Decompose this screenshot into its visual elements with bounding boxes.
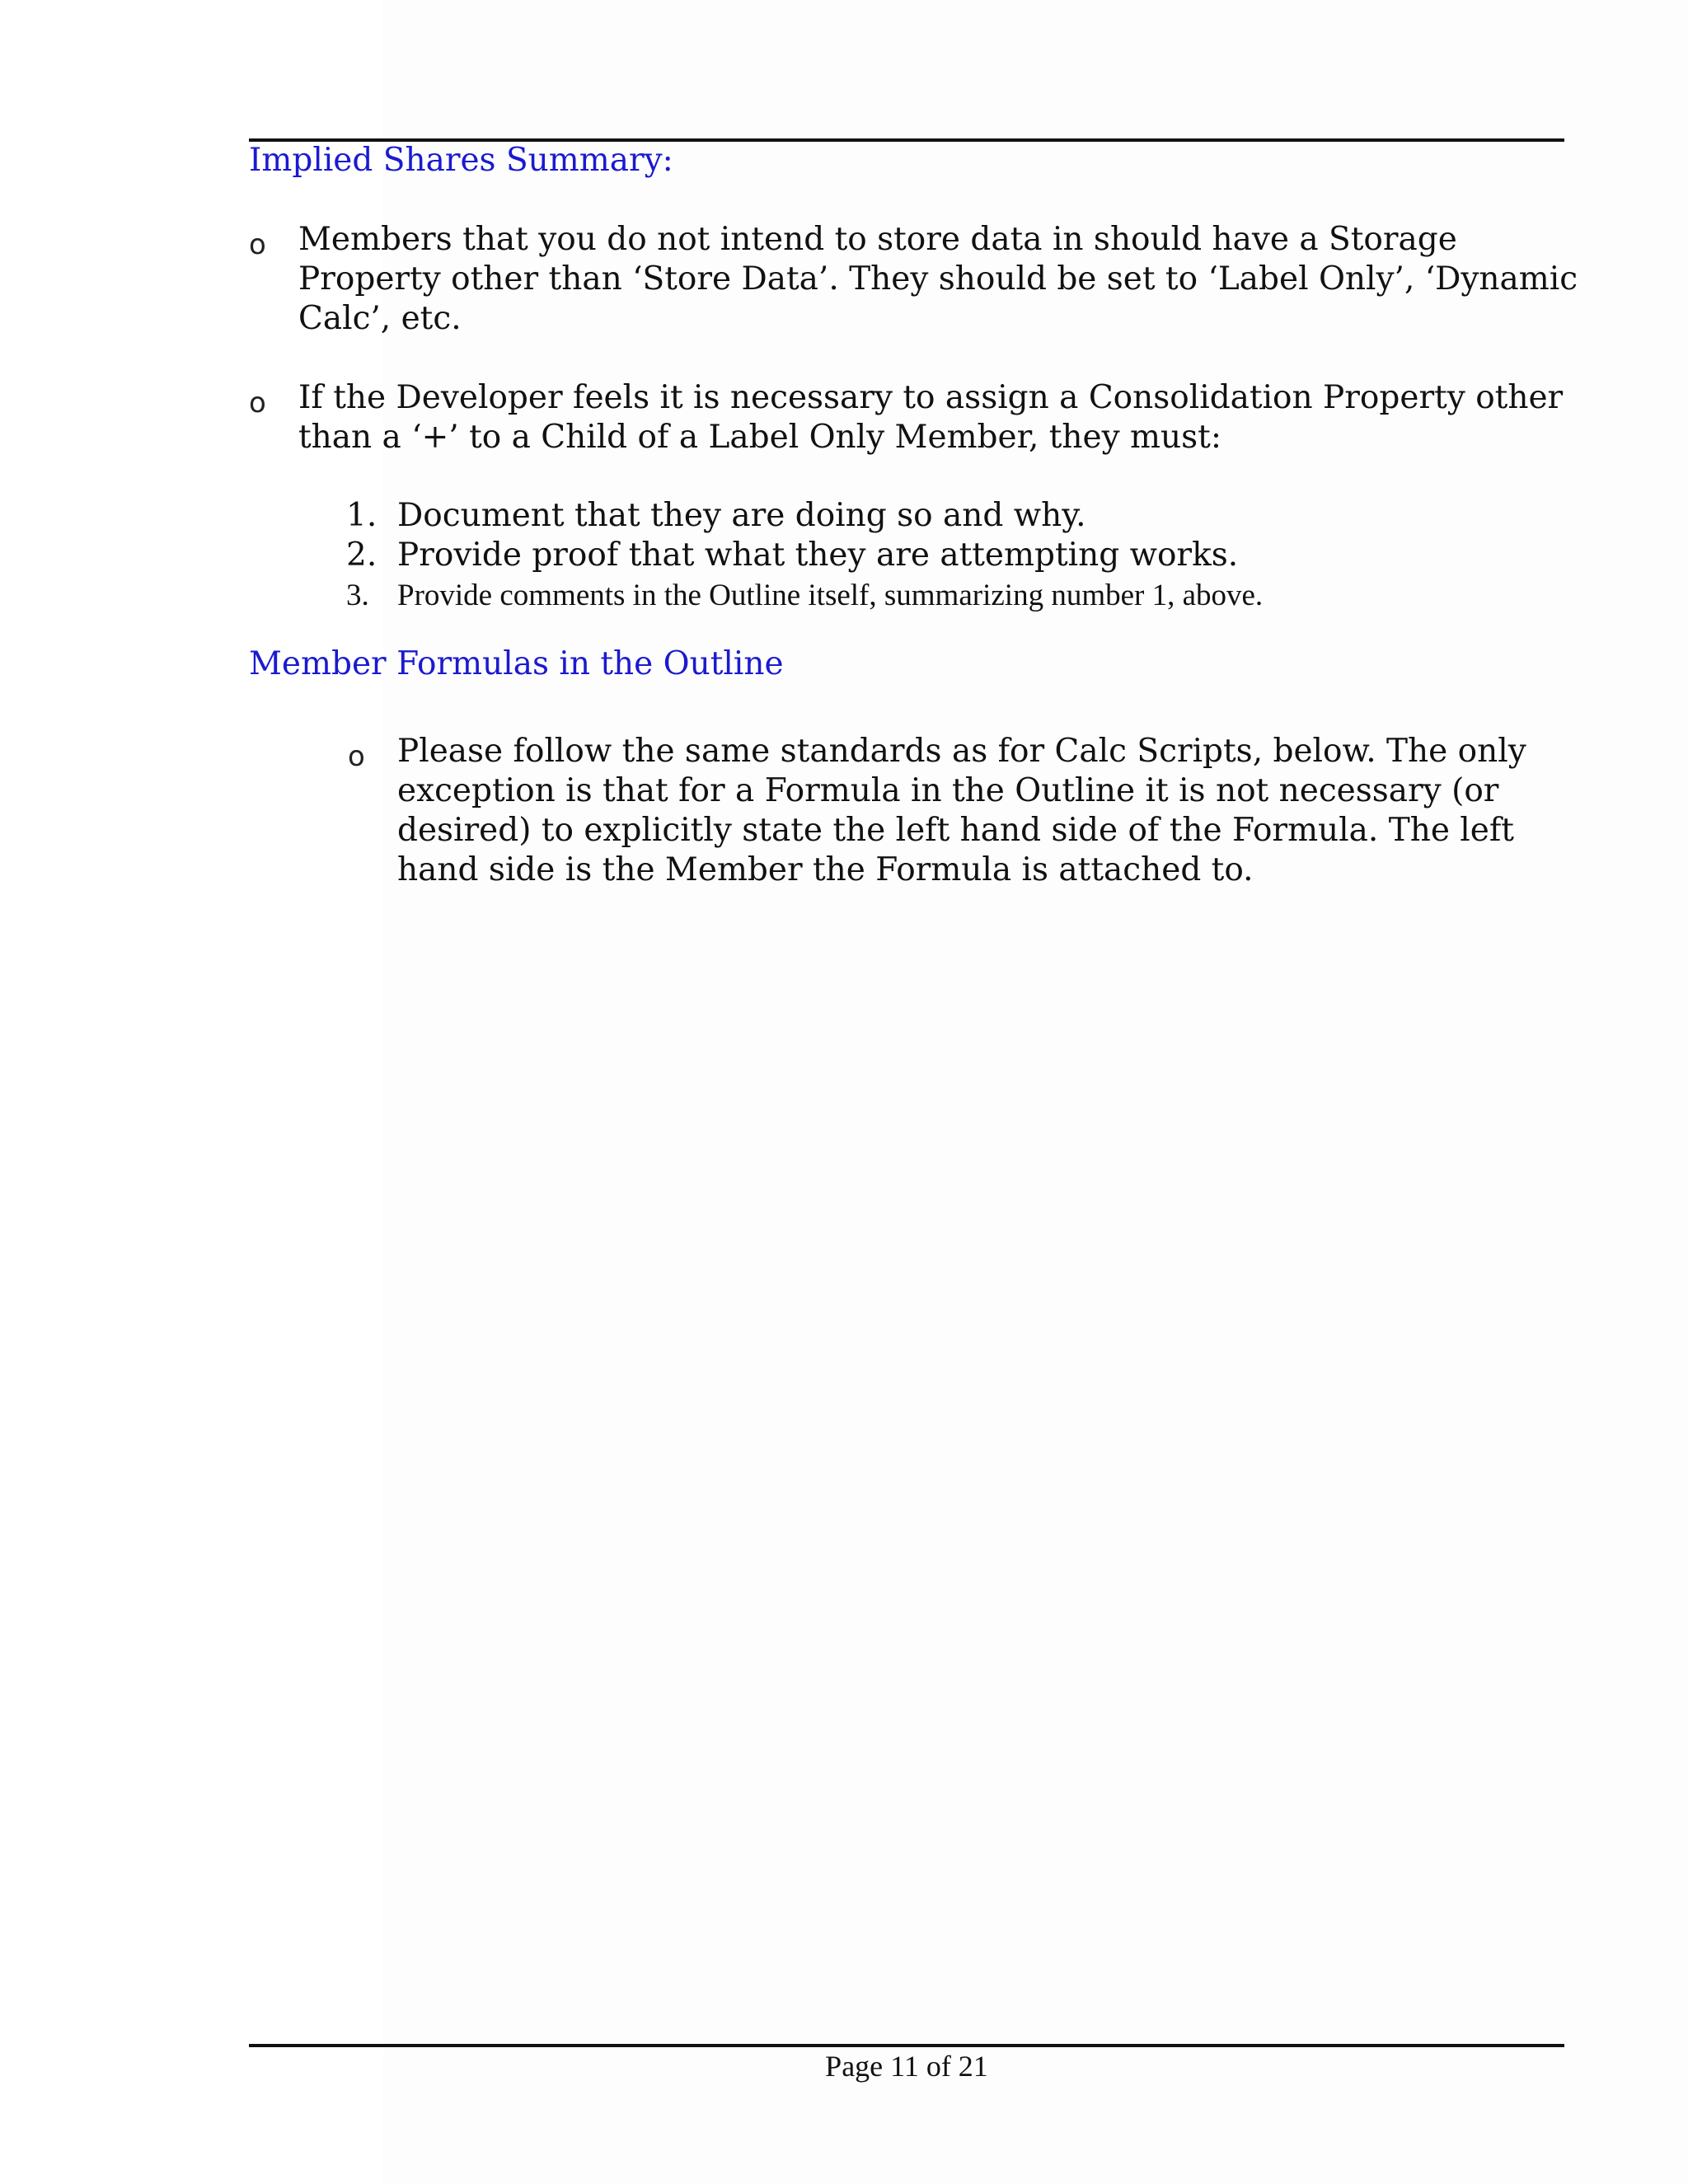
paragraph-line: If the Developer feels it is necessary to assign a Consolidation Property other	[298, 379, 1564, 416]
paragraph-line: hand side is the Member the Formula is attached to.	[397, 851, 1254, 888]
paragraph-line: Property other than ‘Store Data’. They should be set to ‘Label Only’, ‘Dynamic	[298, 260, 1578, 298]
bullet-marker: o	[348, 740, 365, 773]
item-text: Provide proof that what they are attempting works.	[397, 537, 1239, 574]
section-heading-implied-shares: Implied Shares Summary:	[249, 142, 673, 179]
bullet-paragraph-consolidation-property	[298, 378, 1563, 457]
item-text: Document that they are doing so and why.	[397, 497, 1086, 534]
numbered-item-2	[346, 536, 1238, 575]
item-number: 3.	[346, 579, 369, 612]
paragraph-line: Calc’, etc.	[298, 300, 462, 337]
paragraph-line: Members that you do not intend to store data in should have a Storage	[298, 221, 1457, 258]
numbered-item-1	[346, 496, 1086, 536]
page-number: Page 11 of 21	[825, 2050, 988, 2083]
item-number: 2.	[346, 537, 377, 574]
item-number: 1.	[346, 497, 377, 534]
paragraph-line: desired) to explicitly state the left hand side of the Formula. The left	[397, 812, 1514, 849]
section-heading-member-formulas: Member Formulas in the Outline	[249, 645, 784, 682]
bullet-paragraph-formula-standards	[397, 732, 1526, 890]
paragraph-line: Please follow the same standards as for Calc Scripts, below. The only	[397, 733, 1526, 770]
paragraph-line: than a ‘+’ to a Child of a Label Only Member, they must:	[298, 419, 1221, 456]
bullet-marker: o	[249, 387, 266, 419]
numbered-item-3	[346, 576, 1263, 616]
bullet-marker: o	[249, 228, 266, 261]
footer-rule	[249, 2044, 1564, 2047]
bullet-paragraph-storage-property	[298, 220, 1578, 339]
item-text: Provide comments in the Outline itself, summarizing number 1, above.	[397, 579, 1264, 612]
paragraph-line: exception is that for a Formula in the Outline it is not necessary (or	[397, 772, 1499, 809]
